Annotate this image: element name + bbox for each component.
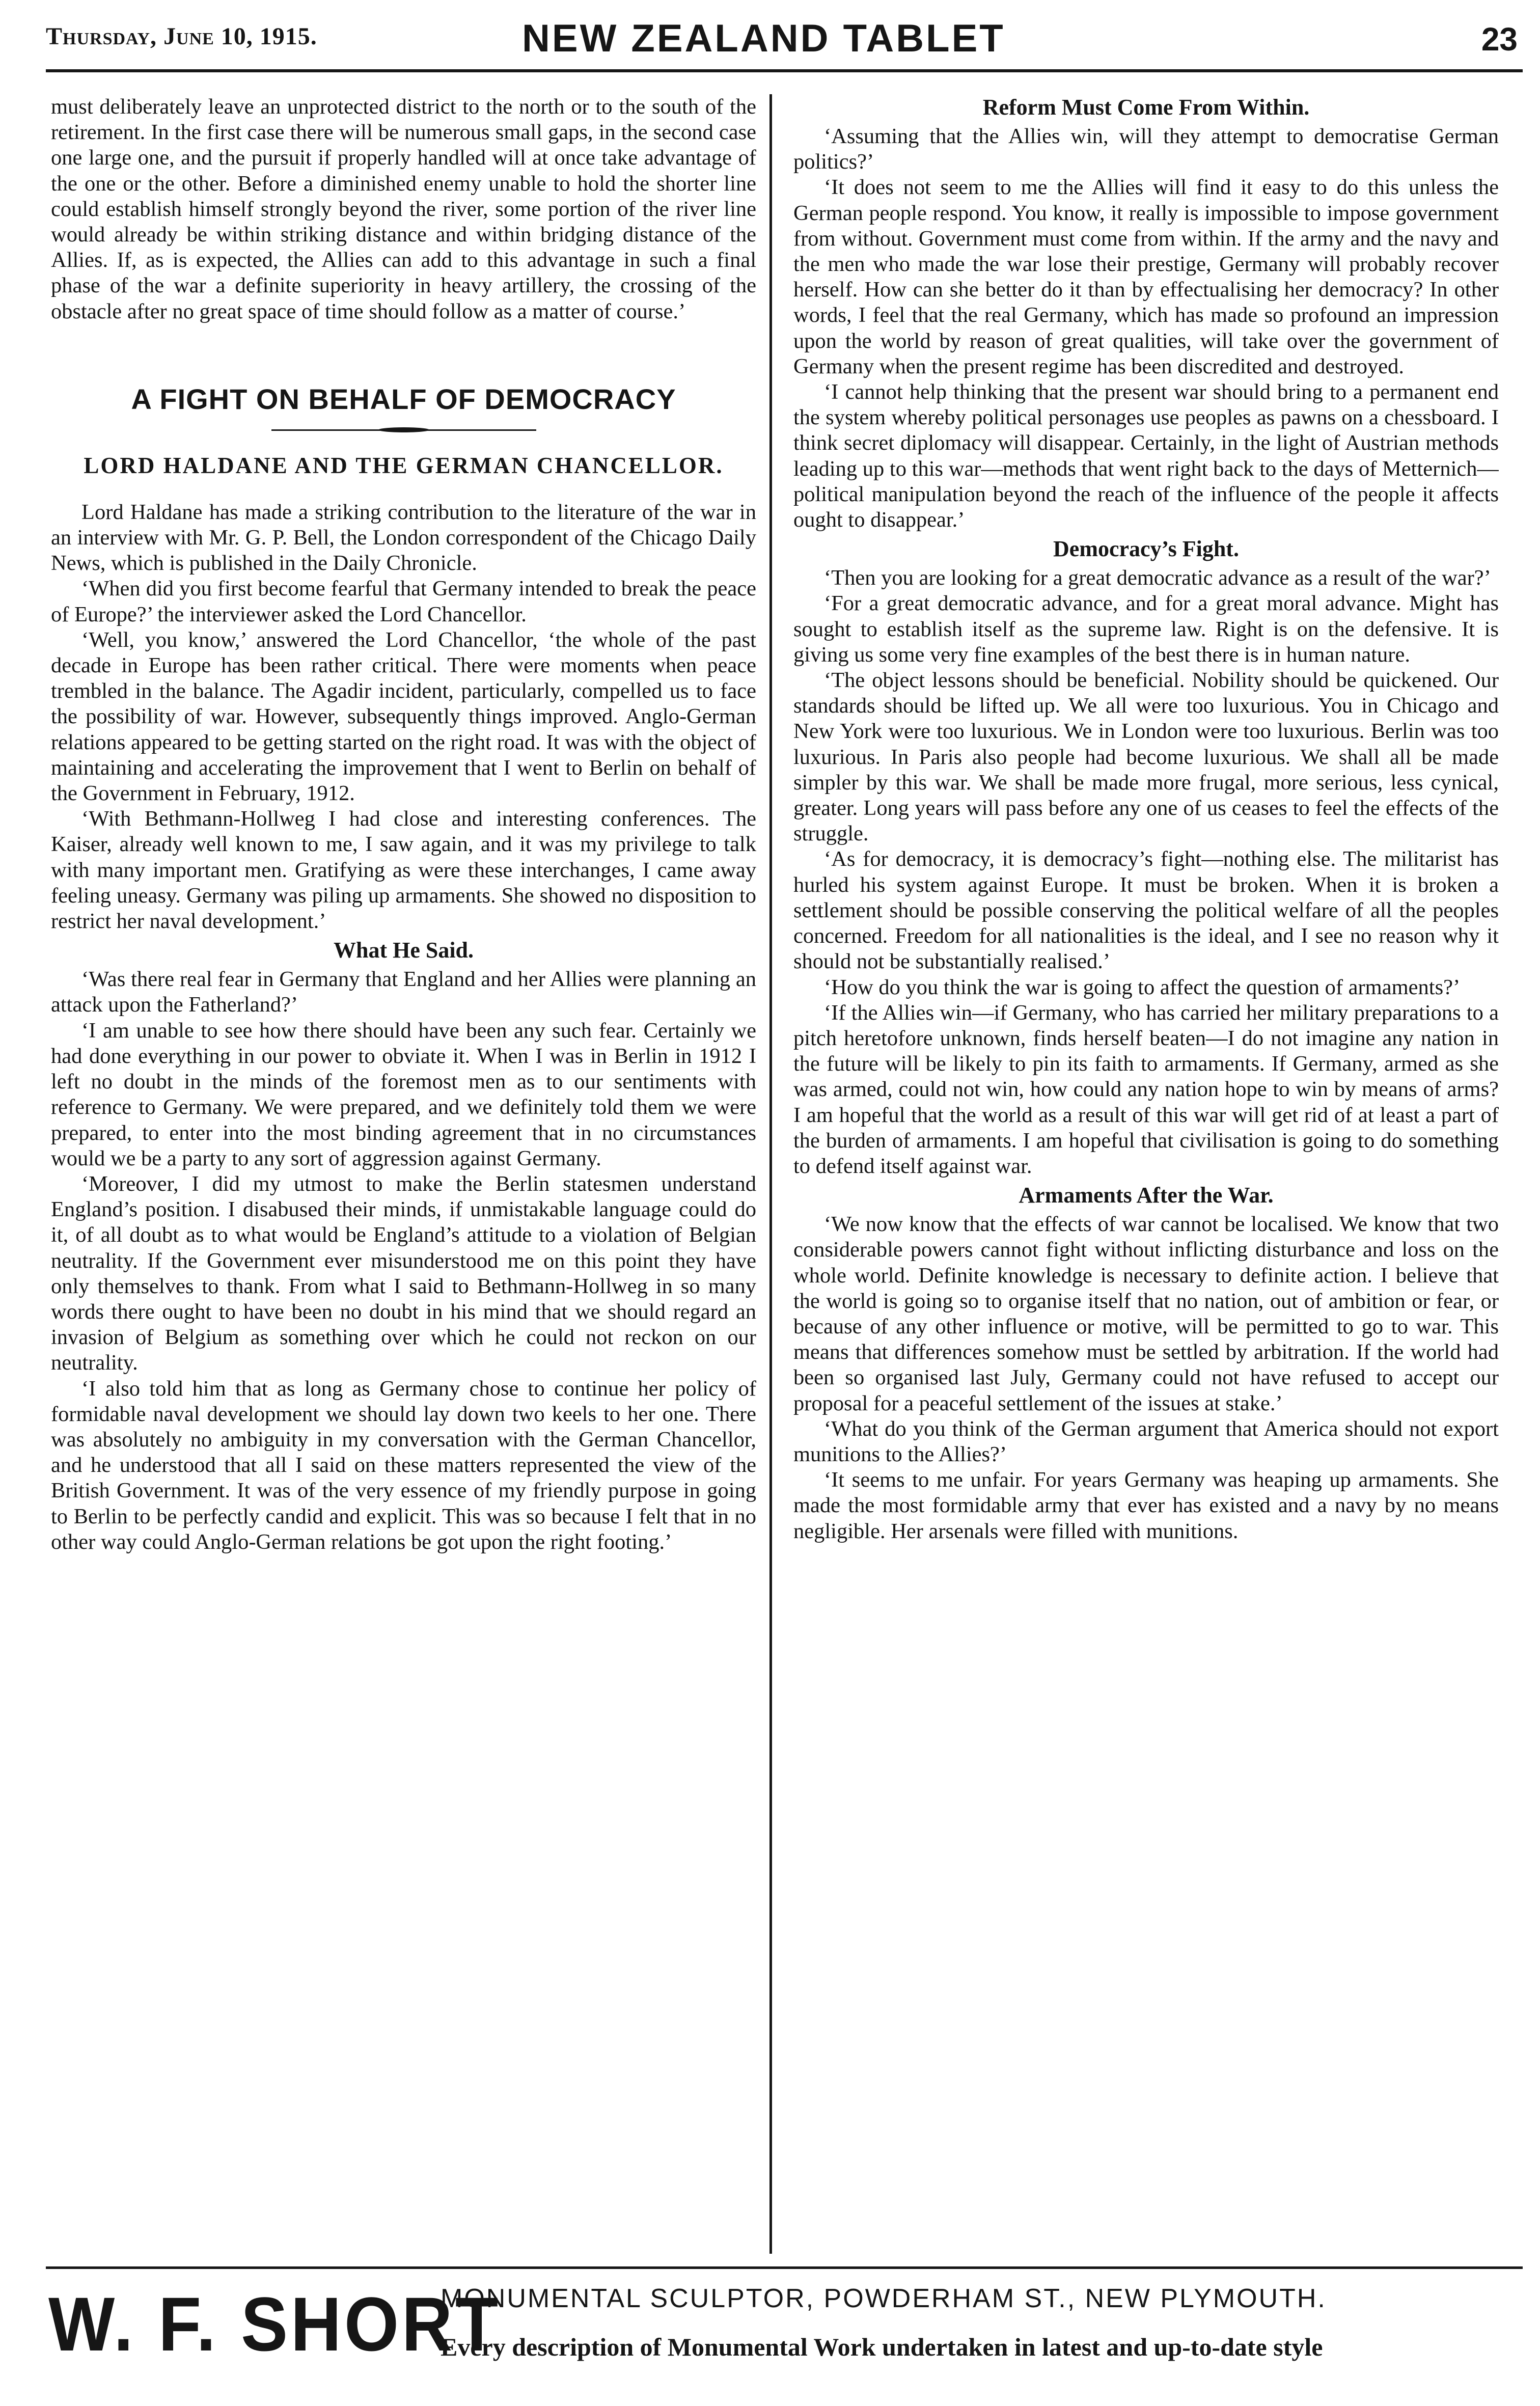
article-paragraph: ‘Moreover, I did my utmost to make the Berlin statesmen understand England’s position. I disabused their minds, if unmistakable language could do it, of all doubt as to what would be England’s attitude to a violation of Belgian neutrality. If the Government ever misunderstood me on this point they have only themselves to thank. From what I said to Bethmann-Hollweg in so many words there ought to have been no doubt in his mind that we should regard an invasion of Belgium as something over which he could not reckon on our neutrality. [51,1171,756,1375]
advertisement-line-1: MONUMENTAL SCULPTOR, POWDERHAM ST., NEW PLYMOUTH. [441,2284,1327,2313]
section-subhead: What He Said. [333,938,474,963]
article-headline: A FIGHT ON BEHALF OF DEMOCRACY [131,382,676,415]
publication-title: NEW ZEALAND TABLET [522,17,1005,60]
article-subtitle: LORD HALDANE AND THE GERMAN CHANCELLOR. [84,452,724,478]
advertisement-line-2: Every description of Monumental Work undertaken in latest and up-to-date style [441,2333,1323,2361]
article-paragraph: ‘I also told him that as long as Germany chose to continue her policy of formidable naval development we should lay down two keels to her one. There was absolutely no ambiguity in my conversation with the German Chancellor, and he understood that all I said on these matters represented the view of the British Government. It was of the very essence of my friendly purpose in going to Berlin to be perfectly candid and explicit. This was so because I felt that in no other way could Anglo-German relations be got upon the right footing.’ [51,1376,756,1554]
right-column [793,94,1499,2254]
left-column [51,94,756,2254]
article-paragraph: ‘If the Allies win—if Germany, who has carried her military preparations to a pitch heretofore unknown, finds herself beaten—I do not imagine any nation in the future will be likely to pin its faith to armaments. If Germany, armed as she was armed, could not win, how could any nation hope to win by means of arms? I am hopeful that the world as a result of this war will get rid of at least a part of the burden of armaments. I am hopeful that civilisation is going to do something to defend itself against war. [793,1000,1499,1178]
section-subhead: Democracy’s Fight. [1053,536,1239,562]
article-paragraph: Lord Haldane has made a striking contribution to the literature of the war in an interview with Mr. G. P. Bell, the London correspondent of the Chicago Daily News, which is published in the Daily Chronicle. [51,500,756,576]
masthead-rule [46,69,1523,72]
headline-ornament-rule [271,427,536,432]
advertisement-rule [46,2266,1523,2269]
article-paragraph: ‘I am unable to see how there should have been any such fear. Certainly we had done everything in our power to obviate it. When I was in Berlin in 1912 I left no doubt in the minds of the foremost men as to our sentiments with reference to Germany. We were prepared, and we definitely told them we were prepared, to enter into the most binding agreement that in no circumstances would we be a party to any sort of aggression against Germany. [51,1018,756,1170]
article-paragraph: ‘As for democracy, it is democracy’s fight—nothing else. The militarist has hurled his system against Europe. It must be broken. When it is broken a settlement should be possible conserving the political welfare of all the peoples concerned. Freedom for all nationalities is the ideal, and I see no reason why it should not be substantially realised.’ [793,847,1499,974]
masthead [46,16,1523,76]
article-paragraph: ‘We now know that the effects of war cannot be localised. We know that two considerable powers cannot fight without inflicting disturbance and loss on the whole world. Definite knowledge is necessary to definite action. I believe that the world is going so to organise itself that no nation, out of ambition or fear, or because of any other influence or motive, will be permitted to go to war. This means that differences somehow must be settled by arbitration. If the world had been so organised last July, Germany could not have refused to accept our proposal for a peaceful settlement of the issues at stake.’ [793,1212,1499,1415]
article-paragraph: ‘When did you first become fearful that Germany intended to break the peace of Europe?’ the interviewer asked the Lord Chancellor. [51,577,756,626]
article-paragraph: ‘Then you are looking for a great democratic advance as a result of the war?’ [824,566,1491,590]
continued-paragraph: must deliberately leave an unprotected district to the north or to the south of the retirement. In the first case there will be numerous small gaps, in the second case one large one, and the pursuit if properly handled will at once take advantage of the one or the other. Before a diminished enemy unable to hold the shorter line could establish himself strongly beyond the river, some portion of the river line would already be within striking distance and within bridging distance of the Allies. If, as is expected, the Allies can add to this advantage in such a final phase of the war a definite superiority in heavy artillery, the crossing of the obstacle after no great space of time should follow as a matter of course.’ [51,95,756,323]
article-paragraph: ‘Was there real fear in Germany that England and her Allies were planning an attack upon the Fatherland?’ [51,967,756,1017]
section-subhead: Reform Must Come From Within. [982,95,1310,120]
article-paragraph: ‘Well, you know,’ answered the Lord Chancellor, ‘the whole of the past decade in Europe has been rather critical. There were moments when peace trembled in the balance. The Agadir incident, particularly, compelled us to face the possibility of war. However, subsequently things improved. Anglo-German relations appeared to be getting started on the right road. It was with the object of maintaining and accelerating the improvement that I went to Berlin on behalf of the Government in February, 1912. [51,627,756,806]
section-subhead: Armaments After the War. [1019,1183,1274,1208]
article-paragraph: ‘How do you think the war is going to affect the question of armaments?’ [824,975,1461,999]
article-paragraph: ‘The object lessons should be beneficial. Nobility should be quickened. Our standards should be lifted up. We all were too luxurious. You in Chicago and New York were too luxurious. We in London were too luxurious. Berlin was too luxurious. In Paris also people had become luxurious. We shall all be made simpler by this war. We shall be made more frugal, more serious, less cynical, greater. Long years will pass before any one of us ceases to feel the effects of the struggle. [793,668,1499,846]
page-number: 23 [1481,21,1518,58]
advertiser-name: W. F. SHORT [48,2281,501,2367]
column-divider [769,94,772,2254]
article-paragraph: ‘It seems to me unfair. For years Germany was heaping up armaments. She made the most formidable army that ever has existed and a navy by no means negligible. Her arsenals were filled with munitions. [793,1468,1499,1543]
issue-date: Thursday, June 10, 1915. [46,23,317,50]
article-paragraph: ‘I cannot help thinking that the present war should bring to a permanent end the system whereby political personages use peoples as pawns on a chessboard. I think secret diplomacy will disappear. Certainly, in the light of Austrian methods leading up to this war—methods that went right back to the days of Metternich—political manipulation beyond the reach of the influence of the people it affects ought to disappear.’ [793,380,1499,532]
article-paragraph: ‘What do you think of the German argument that America should not export munitions to the Allies?’ [793,1416,1499,1466]
article-paragraph: ‘Assuming that the Allies win, will they attempt to democratise German politics?’ [793,124,1499,174]
article-paragraph: ‘It does not seem to me the Allies will find it easy to do this unless the German people respond. You know, it really is impossible to impose government from without. Government must come from within. If the army and the navy and the men who made the war lose their prestige, Germany will probably recover herself. How can she better do it than by effectualising her democracy? In other words, I feel that the real Germany, which has made so profound an impression upon the world by reason of great qualities, will take over the government of Germany when the present regime has been discredited and destroyed. [793,175,1499,378]
article-paragraph: ‘For a great democratic advance, and for a great moral advance. Might has sought to establish itself as the supreme law. Right is on the defensive. It is giving us some very fine examples of the best there is in human nature. [793,591,1499,667]
article-paragraph: ‘With Bethmann-Hollweg I had close and interesting conferences. The Kaiser, already well known to me, I saw again, and it was my privilege to talk with many important men. Gratifying as were these interchanges, I came away feeling uneasy. Germany was piling up armaments. She showed no disposition to restrict her naval development.’ [51,807,756,934]
